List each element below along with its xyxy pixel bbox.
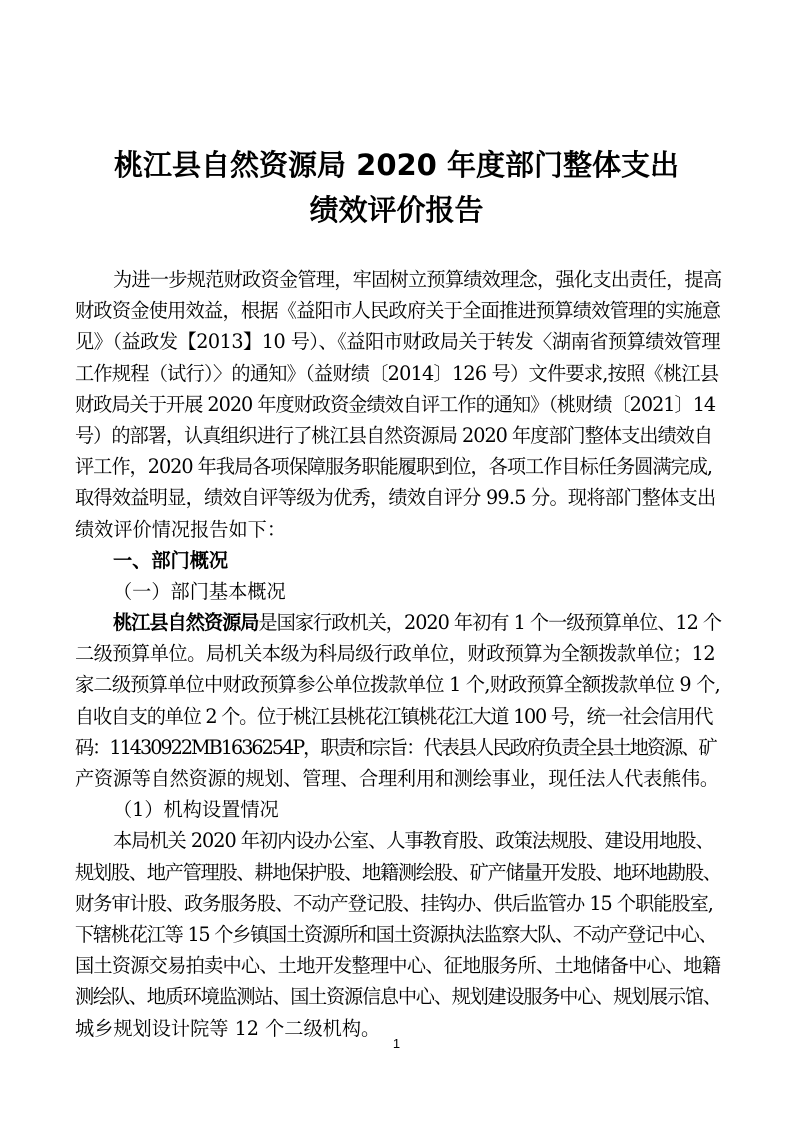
intro-line: 财政局关于开展 2020 年度财政资金绩效自评工作的通知》（桃财绩〔2021〕14 <box>75 392 716 416</box>
subsection-heading: （一）部门基本概况 <box>113 579 286 603</box>
intro-line: 绩效评价情况报告如下： <box>75 517 287 541</box>
overview-line: 家二级预算单位中财政预算参公单位拨款单位 1 个,财政预算全额拨款单位 9 个, <box>75 673 721 697</box>
intro-line: 工作规程（试行）〉的通知》（益财绩〔2014〕126 号）文件要求,按照《桃江县 <box>75 361 719 385</box>
org-line: 本局机关 2020 年初内设办公室、人事教育股、政策法规股、建设用地股、 <box>113 829 714 853</box>
org-line: 财务审计股、政务服务股、不动产登记股、挂钩办、供后监管办 15 个职能股室, <box>75 891 713 915</box>
overview-bold-lead: 桃江县自然资源局 <box>113 611 259 635</box>
intro-line: 评工作，2020 年我局各项保障服务职能履职到位，各项工作目标任务圆满完成, <box>75 455 713 479</box>
org-line: 测绘队、地质环境监测站、国土资源信息中心、规划建设服务中心、规划展示馆、 <box>75 985 721 1009</box>
intro-line: 号）的部署，认真组织进行了桃江县自然资源局 2020 年度部门整体支出绩效自 <box>75 423 713 447</box>
org-line: 国土资源交易拍卖中心、土地开发整理中心、征地服务所、土地储备中心、地籍 <box>75 954 721 978</box>
org-line: 下辖桃花江等 15 个乡镇国土资源所和国土资源执法监察大队、不动产登记中心、 <box>75 922 717 946</box>
overview-line <box>75 607 720 638</box>
subsection-heading: （1）机构设置情况 <box>113 798 279 822</box>
document-title-line-1: 桃江县自然资源局 2020 年度部门整体支出 <box>114 148 679 182</box>
document-title-line-2: 绩效评价报告 <box>309 193 484 227</box>
org-line: 城乡规划设计院等 12 个二级机构。 <box>75 1016 381 1040</box>
page-number: 1 <box>392 1036 401 1051</box>
overview-line: 产资源等自然资源的规划、管理、合理利用和测绘事业，现任法人代表熊伟。 <box>75 767 719 790</box>
intro-line: 财政资金使用效益，根据《益阳市人民政府关于全面推进预算绩效管理的实施意 <box>75 299 721 323</box>
document-body <box>75 264 720 1044</box>
overview-line: 二级预算单位。局机关本级为科局级行政单位，财政预算为全额拨款单位；12 <box>75 642 716 666</box>
intro-line: 见》（益政发【2013】10 号）、《益阳市财政局关于转发〈湖南省预算绩效管理 <box>75 330 721 354</box>
org-line: 规划股、地产管理股、耕地保护股、地籍测绘股、矿产储量开发股、地环地勘股、 <box>75 860 721 884</box>
overview-line: 自收自支的单位 2 个。位于桃江县桃花江镇桃花江大道 100 号，统一社会信用代 <box>75 704 713 728</box>
overview-line: 码：11430922MB1636254P，职责和宗旨：代表县人民政府负责全县土地资源、矿 <box>75 735 716 759</box>
intro-line: 为进一步规范财政资金管理，牢固树立预算绩效理念，强化支出责任，提高 <box>113 268 722 291</box>
intro-line: 取得效益明显，绩效自评等级为优秀，绩效自评分 99.5 分。现将部门整体支出 <box>75 486 716 510</box>
overview-text: 是国家行政机关，2020 年初有 1 个一级预算单位、12 个 <box>258 611 722 635</box>
section-heading: 一、部门概况 <box>113 548 229 572</box>
